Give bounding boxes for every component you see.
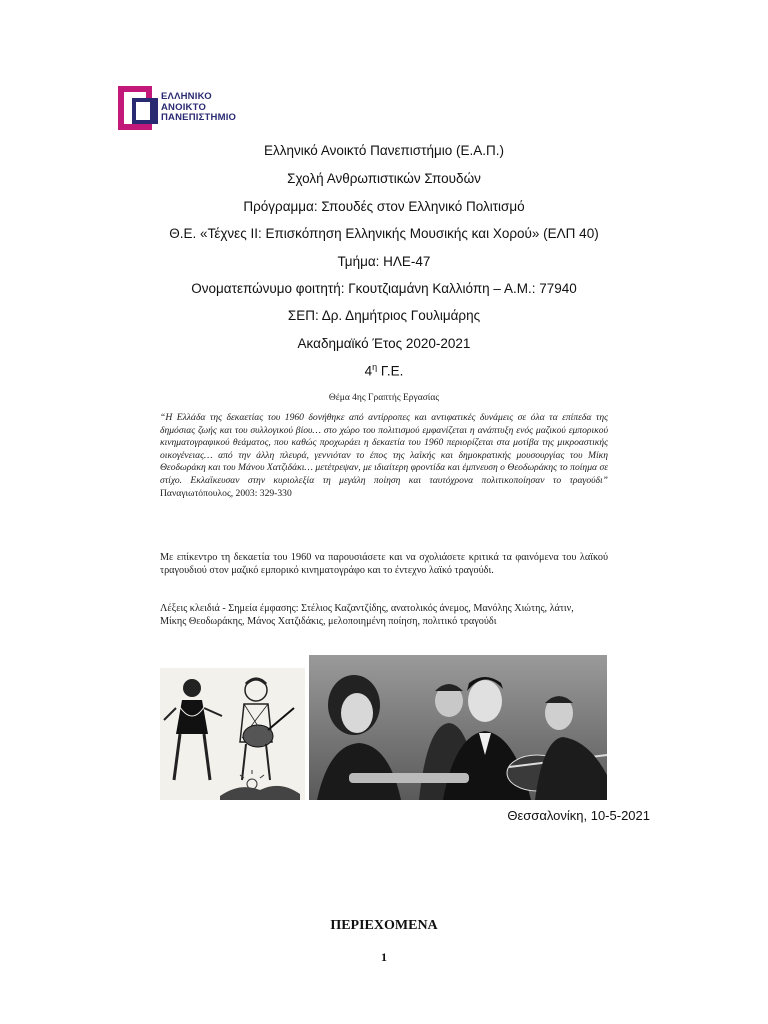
keywords-text: Στέλιος Καζαντζίδης, ανατολικός άνεμος, Μανόλης Χιώτης, λάτιν, Μίκης Θεοδωράκης, Μάνος Χατζιδάκις, μελοποιημένη ποίηση, πολιτικό τραγούδι	[160, 603, 574, 627]
performers-photo-image	[309, 655, 607, 800]
program-name: Πρόγραμμα: Σπουδές στον Ελληνικό Πολιτισμό	[243, 199, 525, 214]
school-name: Σχολή Ανθρωπιστικών Σπουδών	[287, 171, 481, 186]
logo-mark-icon	[118, 86, 158, 130]
logo-line-3: ΠΑΝΕΠΙΣΤΗΜΙΟ	[161, 112, 237, 123]
subject-title: Θέμα 4ης Γραπτής Εργασίας	[328, 393, 440, 403]
contents-heading: ΠΕΡΙΕΧΟΜΕΝΑ	[330, 918, 438, 933]
assignment-number	[0, 362, 768, 379]
quote-text: “Η Ελλάδα της δεκαετίας του 1960 δονήθηκε από αντίρροπες και αντιφατικές δυνάμεις σε όλα τα επίπεδα της δημόσιας ζωής και του συλλογικού βίου… στο χώρο του πολιτισμού εμφανίζεται η ανάπτυξη ενός μαζικού εμπορικού κινηματογραφικού θεάματος, που καθώς προχωράει η δεκαετία του 1960 περιορίζεται στα μοτίβα της μικροαστικής οικογένειας… από την άλλη πλευρά, γεννιόταν το έπος της λαϊκής και δημοκρατικής μουσουργίας του Μίκη Θεοδωράκη και του Μάνου Χατζιδάκι… μετέτρεψαν, με ιδιαίτερη φροντίδα και έμπνευση ο Θεοδωράκης το ποίημα σε στίχο. Εκλαΐκευσαν στην κυριολεξία τη μεγάλη ποίηση και ταυτόχρονα πολιτικοποίησαν το τραγούδι”	[160, 412, 608, 486]
university-name: Ελληνικό Ανοικτό Πανεπιστήμιο (Ε.Α.Π.)	[263, 143, 505, 158]
assignment-sup: η	[372, 362, 378, 372]
university-logo	[118, 86, 248, 132]
student-info: Ονοματεπώνυμο φοιτητή: Γκουτζιαμάνη Καλλιόπη – Α.Μ.: 77940	[191, 281, 577, 296]
academic-year: Ακαδημαϊκό Έτος 2020-2021	[297, 336, 471, 351]
page-number: 1	[381, 950, 387, 964]
quote-citation: Παναγιωτόπουλος, 2003: 329-330	[160, 487, 292, 499]
logo-line-2: ΑΝΟΙΚΤΟ	[161, 101, 207, 113]
keywords	[160, 602, 600, 628]
logo-wordmark	[161, 92, 236, 124]
logo-line-1: ΕΛΛΗΝΙΚΟ	[161, 91, 212, 102]
department: Τμήμα: ΗΛΕ-47	[337, 254, 431, 269]
module-name: Θ.Ε. «Τέχνες ΙΙ: Επισκόπηση Ελληνικής Μουσικής και Χορού» (ΕΛΠ 40)	[169, 226, 599, 241]
assignment-num: 4	[364, 363, 373, 379]
assignment-task: Με επίκεντρο τη δεκαετία του 1960 να παρουσιάσετε και να σχολιάσετε κριτικά τα φαινόμενα του λαϊκού τραγουδιού στον μαζικό εμπορικό κινηματογράφο και το έντεχνο λαϊκό τραγούδι.	[160, 552, 608, 576]
musicians-drawing-image	[160, 668, 305, 800]
tutor-info: ΣΕΠ: Δρ. Δημήτριος Γουλιμάρης	[287, 308, 481, 323]
place-date: Θεσσαλονίκη, 10-5-2021	[507, 808, 650, 823]
assignment-suffix: Γ.Ε.	[377, 363, 404, 379]
assignment-quote	[160, 412, 608, 500]
keywords-label: Λέξεις κλειδιά - Σημεία έμφασης:	[160, 603, 299, 614]
